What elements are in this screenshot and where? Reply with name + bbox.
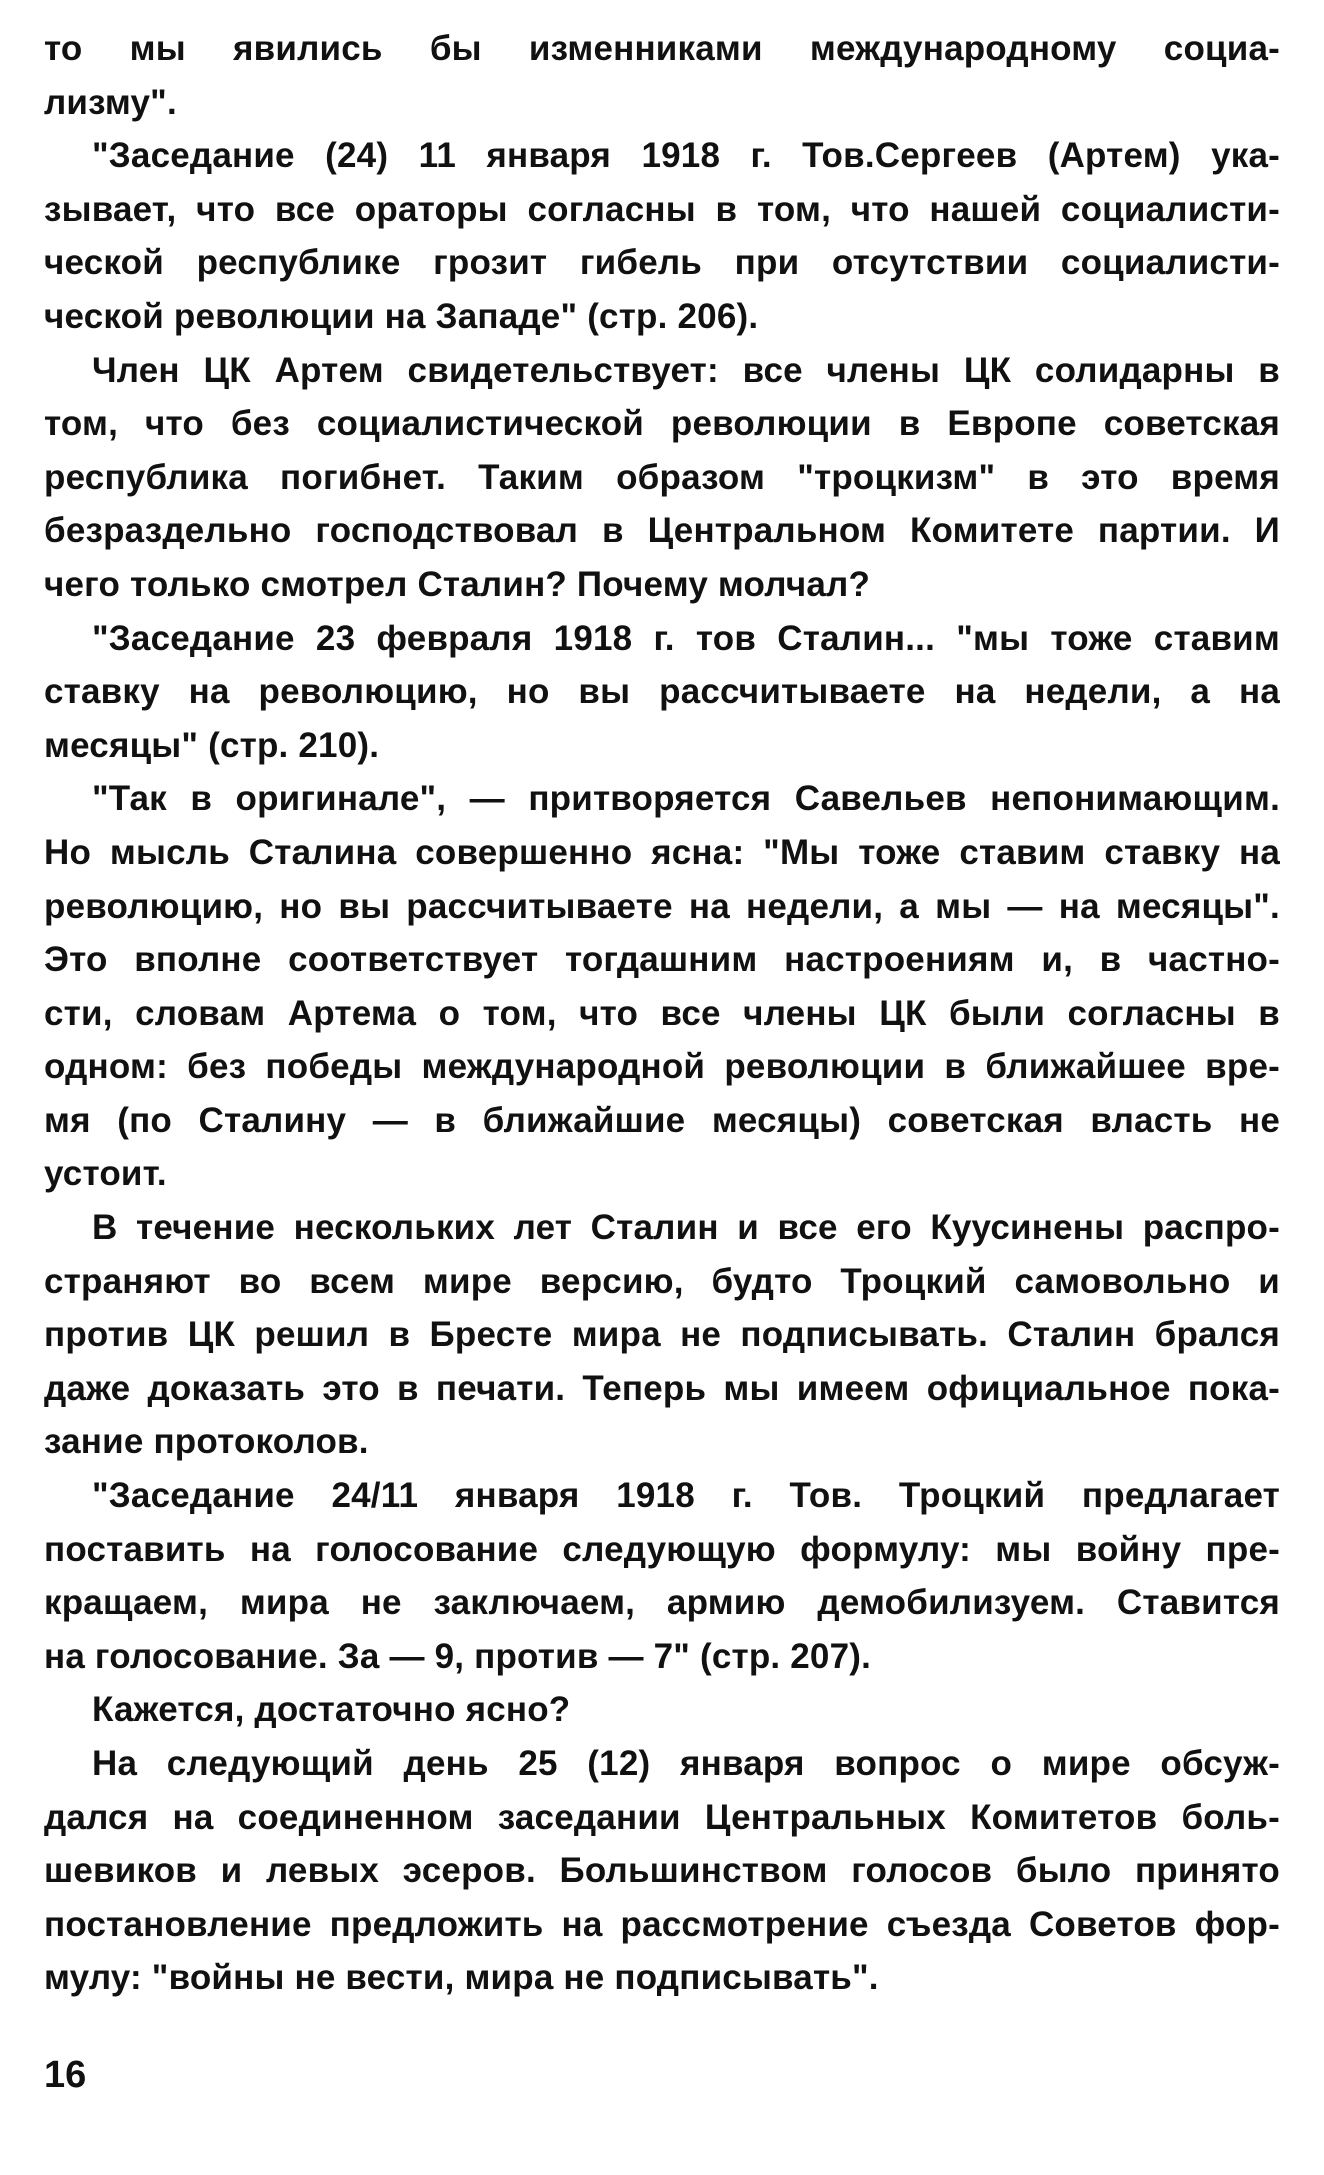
text-line: том, что без социалистической революции в Европе советская	[44, 404, 1280, 444]
text-line: устоит.	[44, 1154, 167, 1194]
text-line: ческой революции на Западе" (стр. 206).	[44, 296, 759, 336]
text-line: Это вполне соответствует тогдашним настроениям и, в частно-	[44, 940, 1280, 980]
text-line: постановление предложить на рассмотрение съезда Советов фор-	[44, 1904, 1280, 1944]
page-number: 16	[44, 2054, 87, 2096]
text-line: чего только смотрел Сталин? Почему молчал?	[44, 564, 871, 604]
text-line: зание протоколов.	[44, 1422, 369, 1462]
text-line: даже доказать это в печати. Теперь мы имеем официальное пока-	[44, 1368, 1280, 1408]
text-line: ческой республике грозит гибель при отсутствии социалисти-	[44, 243, 1280, 283]
text-line: лизму".	[44, 82, 177, 122]
text-line: На следующий день 25 (12) января вопрос о мире обсуж-	[92, 1744, 1280, 1783]
text-line: зывает, что все ораторы согласны в том, что нашей социалисти-	[44, 189, 1280, 229]
text-line: страняют во всем мире версию, будто Троцкий самовольно и	[44, 1261, 1280, 1301]
text-line: то мы явились бы изменниками международному социа-	[44, 29, 1280, 68]
text-line: революцию, но вы рассчитываете на недели, а мы — на месяцы".	[44, 886, 1280, 926]
text-line: против ЦК решил в Бресте мира не подписывать. Сталин брался	[44, 1315, 1280, 1355]
text-line: "Заседание 23 февраля 1918 г. тов Сталин... "мы тоже ставим	[92, 618, 1280, 658]
text-line: на голосование. За — 9, против — 7" (стр. 207).	[44, 1636, 872, 1676]
text-line: месяцы" (стр. 210).	[44, 725, 380, 765]
text-line: "Так в оригинале", — притворяется Савельев непонимающим.	[92, 779, 1280, 819]
text-line: шевиков и левых эсеров. Большинством голосов было принято	[44, 1851, 1280, 1891]
text-line: Но мысль Сталина совершенно ясна: "Мы тоже ставим ставку на	[44, 832, 1280, 872]
text-line: мулу: "войны не вести, мира не подписывать".	[44, 1958, 879, 1998]
text-line: Член ЦК Артем свидетельствует: все члены ЦК солидарны в	[92, 350, 1280, 390]
text-line: безраздельно господствовал в Центральном Комитете партии. И	[44, 511, 1280, 551]
text-line: одном: без победы международной революции в ближайшее вре-	[44, 1047, 1280, 1087]
text-line: Кажется, достаточно ясно?	[92, 1690, 571, 1730]
text-line: В течение нескольких лет Сталин и все его Куусинены распро-	[92, 1208, 1280, 1248]
text-line: сти, словам Артема о том, что все члены ЦК были согласны в	[44, 993, 1280, 1033]
text-line: "Заседание (24) 11 января 1918 г. Тов.Сергеев (Артем) ука-	[92, 136, 1280, 176]
text-line: дался на соединенном заседании Центральных Комитетов боль-	[44, 1797, 1280, 1837]
text-line: мя (по Сталину — в ближайшие месяцы) советская власть не	[44, 1100, 1280, 1140]
text-line: ставку на революцию, но вы рассчитываете на недели, а на	[44, 672, 1280, 712]
text-line: "Заседание 24/11 января 1918 г. Тов. Троцкий предлагает	[92, 1476, 1280, 1516]
text-line: республика погибнет. Таким образом "троцкизм" в это время	[44, 457, 1280, 497]
page-text	[44, 22, 1280, 2005]
text-line: кращаем, мира не заключаем, армию демобилизуем. Ставится	[44, 1583, 1280, 1623]
text-line: поставить на голосование следующую формулу: мы войну пре-	[44, 1529, 1280, 1569]
